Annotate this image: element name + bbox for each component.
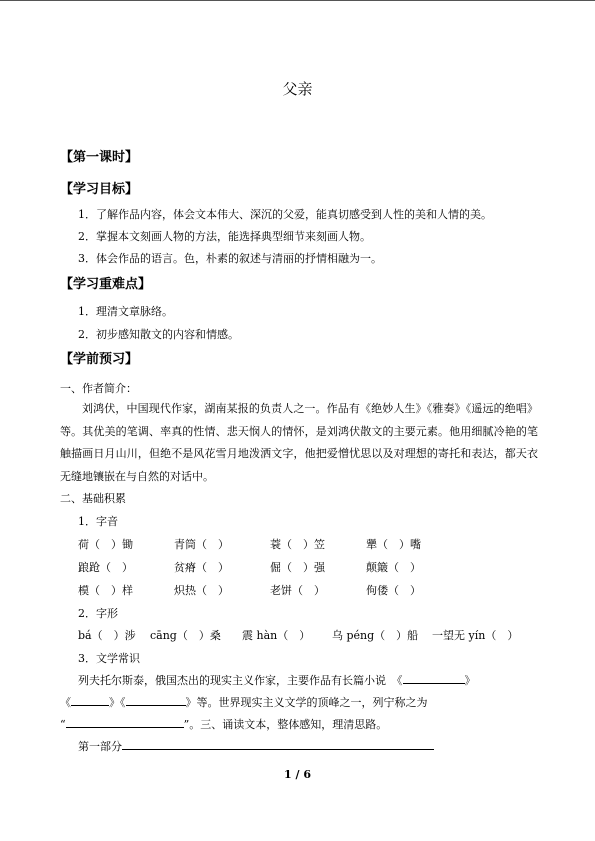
pron-item: 佝偻（ ） — [366, 584, 421, 597]
pron-item: 老饼（ ） — [270, 584, 325, 597]
pron-item: 荷（ ）锄 — [78, 538, 133, 551]
page-title: 父亲 — [282, 80, 313, 98]
pron-item: 颠簸（ ） — [366, 561, 421, 574]
pron-row — [78, 559, 421, 575]
section-lesson: 【第一课时】 — [60, 150, 139, 165]
pron-item: 倔（ ）强 — [270, 561, 325, 574]
blank-line[interactable] — [403, 673, 465, 684]
form-item: 乌 péng（ ）船 — [332, 629, 419, 642]
section-keypoints: 【学习重难点】 — [60, 277, 152, 292]
keypoint-item: 2．初步感知散文的内容和情感。 — [78, 328, 239, 341]
blank-line[interactable] — [126, 695, 186, 706]
top-rule — [0, 0, 595, 1]
lit-text: 》 — [464, 674, 476, 687]
form-item: bá（ ）涉 — [78, 629, 136, 642]
section-goals: 【学习目标】 — [60, 182, 139, 197]
lit-heading: 3．文学常识 — [78, 652, 140, 665]
pron-heading: 1．字音 — [78, 515, 118, 528]
blank-line[interactable] — [66, 717, 184, 728]
pron-item: 贫瘠（ ） — [174, 561, 229, 574]
form-item: 一望无 yín（ ） — [432, 629, 519, 642]
pron-item: 蓑（ ）笠 — [270, 538, 325, 551]
lit-line-3 — [60, 716, 387, 732]
lit-text: 》《 — [109, 696, 126, 709]
keypoint-item: 1．理清文章脉络。 — [78, 305, 173, 318]
goal-item: 3．体会作品的语言。色，朴素的叙述与清丽的抒情相融为一。 — [78, 252, 382, 265]
author-paragraph: 刘鸿伏，中国现代作家，湖南某报的负责人之一。作品有《绝妙人生》《雅奏》《遥远的绝唱》等。其优美的笔调、率真的性情、悲天悯人的情怀，是刘鸿伏散文的主要元素。他用细腻冷艳的笔触描画日月山川，但绝不是风花雪月地泼洒文字，他把爱憎忧思以及对理想的寄托和表达，都天衣无缝地镶嵌在与自然的对话中。 — [60, 402, 538, 483]
blank-line[interactable] — [122, 739, 434, 750]
lit-text: 列夫托尔斯泰，俄国杰出的现实主义作家，主要作品有长篇小说 《 — [78, 674, 403, 687]
lit-text: 第一部分 — [78, 740, 122, 753]
pron-item: 青筒（ ） — [174, 538, 229, 551]
pron-item: 炽热（ ） — [174, 584, 229, 597]
section-preview: 【学前预习】 — [60, 352, 139, 367]
pron-item: 模（ ）样 — [78, 584, 133, 597]
author-heading: 一、作者简介： — [60, 382, 137, 395]
page-number: 1 / 6 — [284, 768, 311, 781]
pron-item: 犟（ ）嘴 — [366, 538, 421, 551]
form-row — [78, 627, 518, 643]
form-item: 震 hàn（ ） — [242, 629, 311, 642]
form-heading: 2．字形 — [78, 607, 118, 620]
pron-row — [78, 536, 421, 552]
basics-heading: 二、基础积累 — [60, 492, 126, 505]
lit-text: 《 — [60, 696, 71, 709]
lit-line-2 — [60, 694, 428, 710]
pron-item: 踉跄（ ） — [78, 561, 133, 574]
lit-text: “ — [60, 718, 66, 731]
lit-line-4 — [78, 738, 434, 754]
form-item: cāng（ ）桑 — [150, 629, 221, 642]
lit-text: 》等。世界现实主义文学的顶峰之一，列宁称之为 — [185, 696, 428, 709]
pron-row — [78, 582, 421, 598]
lit-line-1 — [78, 672, 476, 688]
lit-text: ”。三、诵读文本，整体感知，理清思路。 — [183, 718, 388, 731]
goal-item: 2．掌握本文刻画人物的方法，能选择典型细节来刻画人物。 — [78, 230, 371, 243]
goal-item: 1．了解作品内容，体会文本伟大、深沉的父爱，能真切感受到人性的美和人情的美。 — [78, 208, 492, 221]
blank-line[interactable] — [71, 695, 109, 706]
